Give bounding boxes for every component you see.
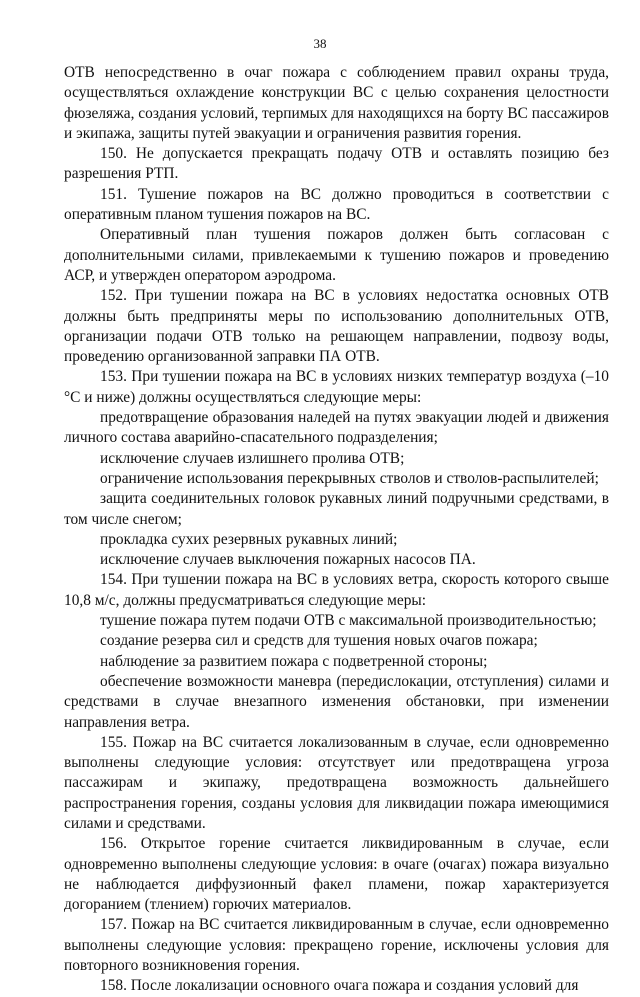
paragraph-154-measure-4: обеспечение возможности маневра (передислокации, отступления) силами и средствами в случае внезапного изменения обстановки, при изменении направления ветра.: [64, 672, 609, 731]
paragraph-153-measure-1: предотвращение образования наледей на путях эвакуации людей и движения личного состава аварийно-спасательного подразделения;: [64, 409, 609, 447]
paragraph-154-measure-1: тушение пожара путем подачи ОТВ с максимальной производительностью;: [100, 612, 597, 630]
paragraph-153-measure-5: прокладка сухих резервных рукавных линий;: [100, 530, 398, 548]
paragraph-154-measure-3: наблюдение за развитием пожара с подветренной стороны;: [100, 652, 488, 670]
paragraph-151: 151. Тушение пожаров на ВС должно проводиться в соответствии с оперативным планом тушения пожаров на ВС.: [64, 185, 609, 224]
paragraph-153: 153. При тушении пожара на ВС в условиях низких температур воздуха (–10 °С и ниже) должны осуществляться следующие меры:: [64, 368, 609, 406]
document-body: [64, 63, 609, 997]
paragraph-157: 157. Пожар на ВС считается ликвидированным в случае, если одновременно выполнены следующие условия: прекращено горение, исключены условия для повторного возникновения горения.: [64, 916, 609, 975]
paragraph-154: 154. При тушении пожара на ВС в условиях ветра, скорость которого свыше 10,8 м/с, должны предусматриваться следующие меры:: [64, 571, 609, 609]
paragraph-156: 156. Открытое горение считается ликвидированным в случае, если одновременно выполнены следующие условия: в очаге (очагах) пожара визуально не наблюдается диффузионный факел пламени, пожар характеризуется догоранием (тлением) горючих материалов.: [64, 835, 609, 914]
paragraph-155: 155. Пожар на ВС считается локализованным в случае, если одновременно выполнены следующие условия: отсутствует или предотвращена угроза пассажирам и экипажу, предотвращена возможность дальнейшего распространения горения, созданы условия для ликвидации пожара имеющимися силами и средствами.: [64, 733, 609, 832]
paragraph-153-measure-3: ограничение использования перекрывных стволов и стволов-распылителей;: [100, 469, 599, 487]
paragraph-154-measure-2: создание резерва сил и средств для тушения новых очагов пожара;: [100, 632, 538, 650]
paragraph-150: 150. Не допускается прекращать подачу ОТВ и оставлять позицию без разрешения РТП.: [64, 145, 609, 183]
paragraph-153-measure-2: исключение случаев излишнего пролива ОТВ;: [100, 449, 405, 467]
page-number: 38: [313, 36, 327, 51]
paragraph-continuation: ОТВ непосредственно в очаг пожара с соблюдением правил охраны труда, осуществляться охлаждение конструкции ВС с целью сохранения целостности фюзеляжа, создания условий, терпимых для находящихся на борту ВС пассажиров и экипажа, защиты путей эвакуации и ограничения развития горения.: [64, 64, 609, 142]
paragraph-151-operational-plan: Оперативный план тушения пожаров должен быть согласован с дополнительными силами, привлекаемыми к тушению пожаров и проведению АСР, и утвержден оператором аэродрома.: [64, 226, 609, 284]
paragraph-158: 158. После локализации основного очага пожара и создания условий для: [100, 977, 579, 995]
paragraph-152: 152. При тушении пожара на ВС в условиях недостатка основных ОТВ должны быть предприняты меры по использованию дополнительных ОТВ, организации подачи ОТВ только на решающем направлении, подвозу воды, проведению организованной заправки ПА ОТВ.: [64, 287, 609, 366]
paragraph-153-measure-4: защита соединительных головок рукавных линий подручными средствами, в том числе снегом;: [64, 490, 609, 528]
paragraph-153-measure-6: исключение случаев выключения пожарных насосов ПА.: [100, 551, 476, 569]
